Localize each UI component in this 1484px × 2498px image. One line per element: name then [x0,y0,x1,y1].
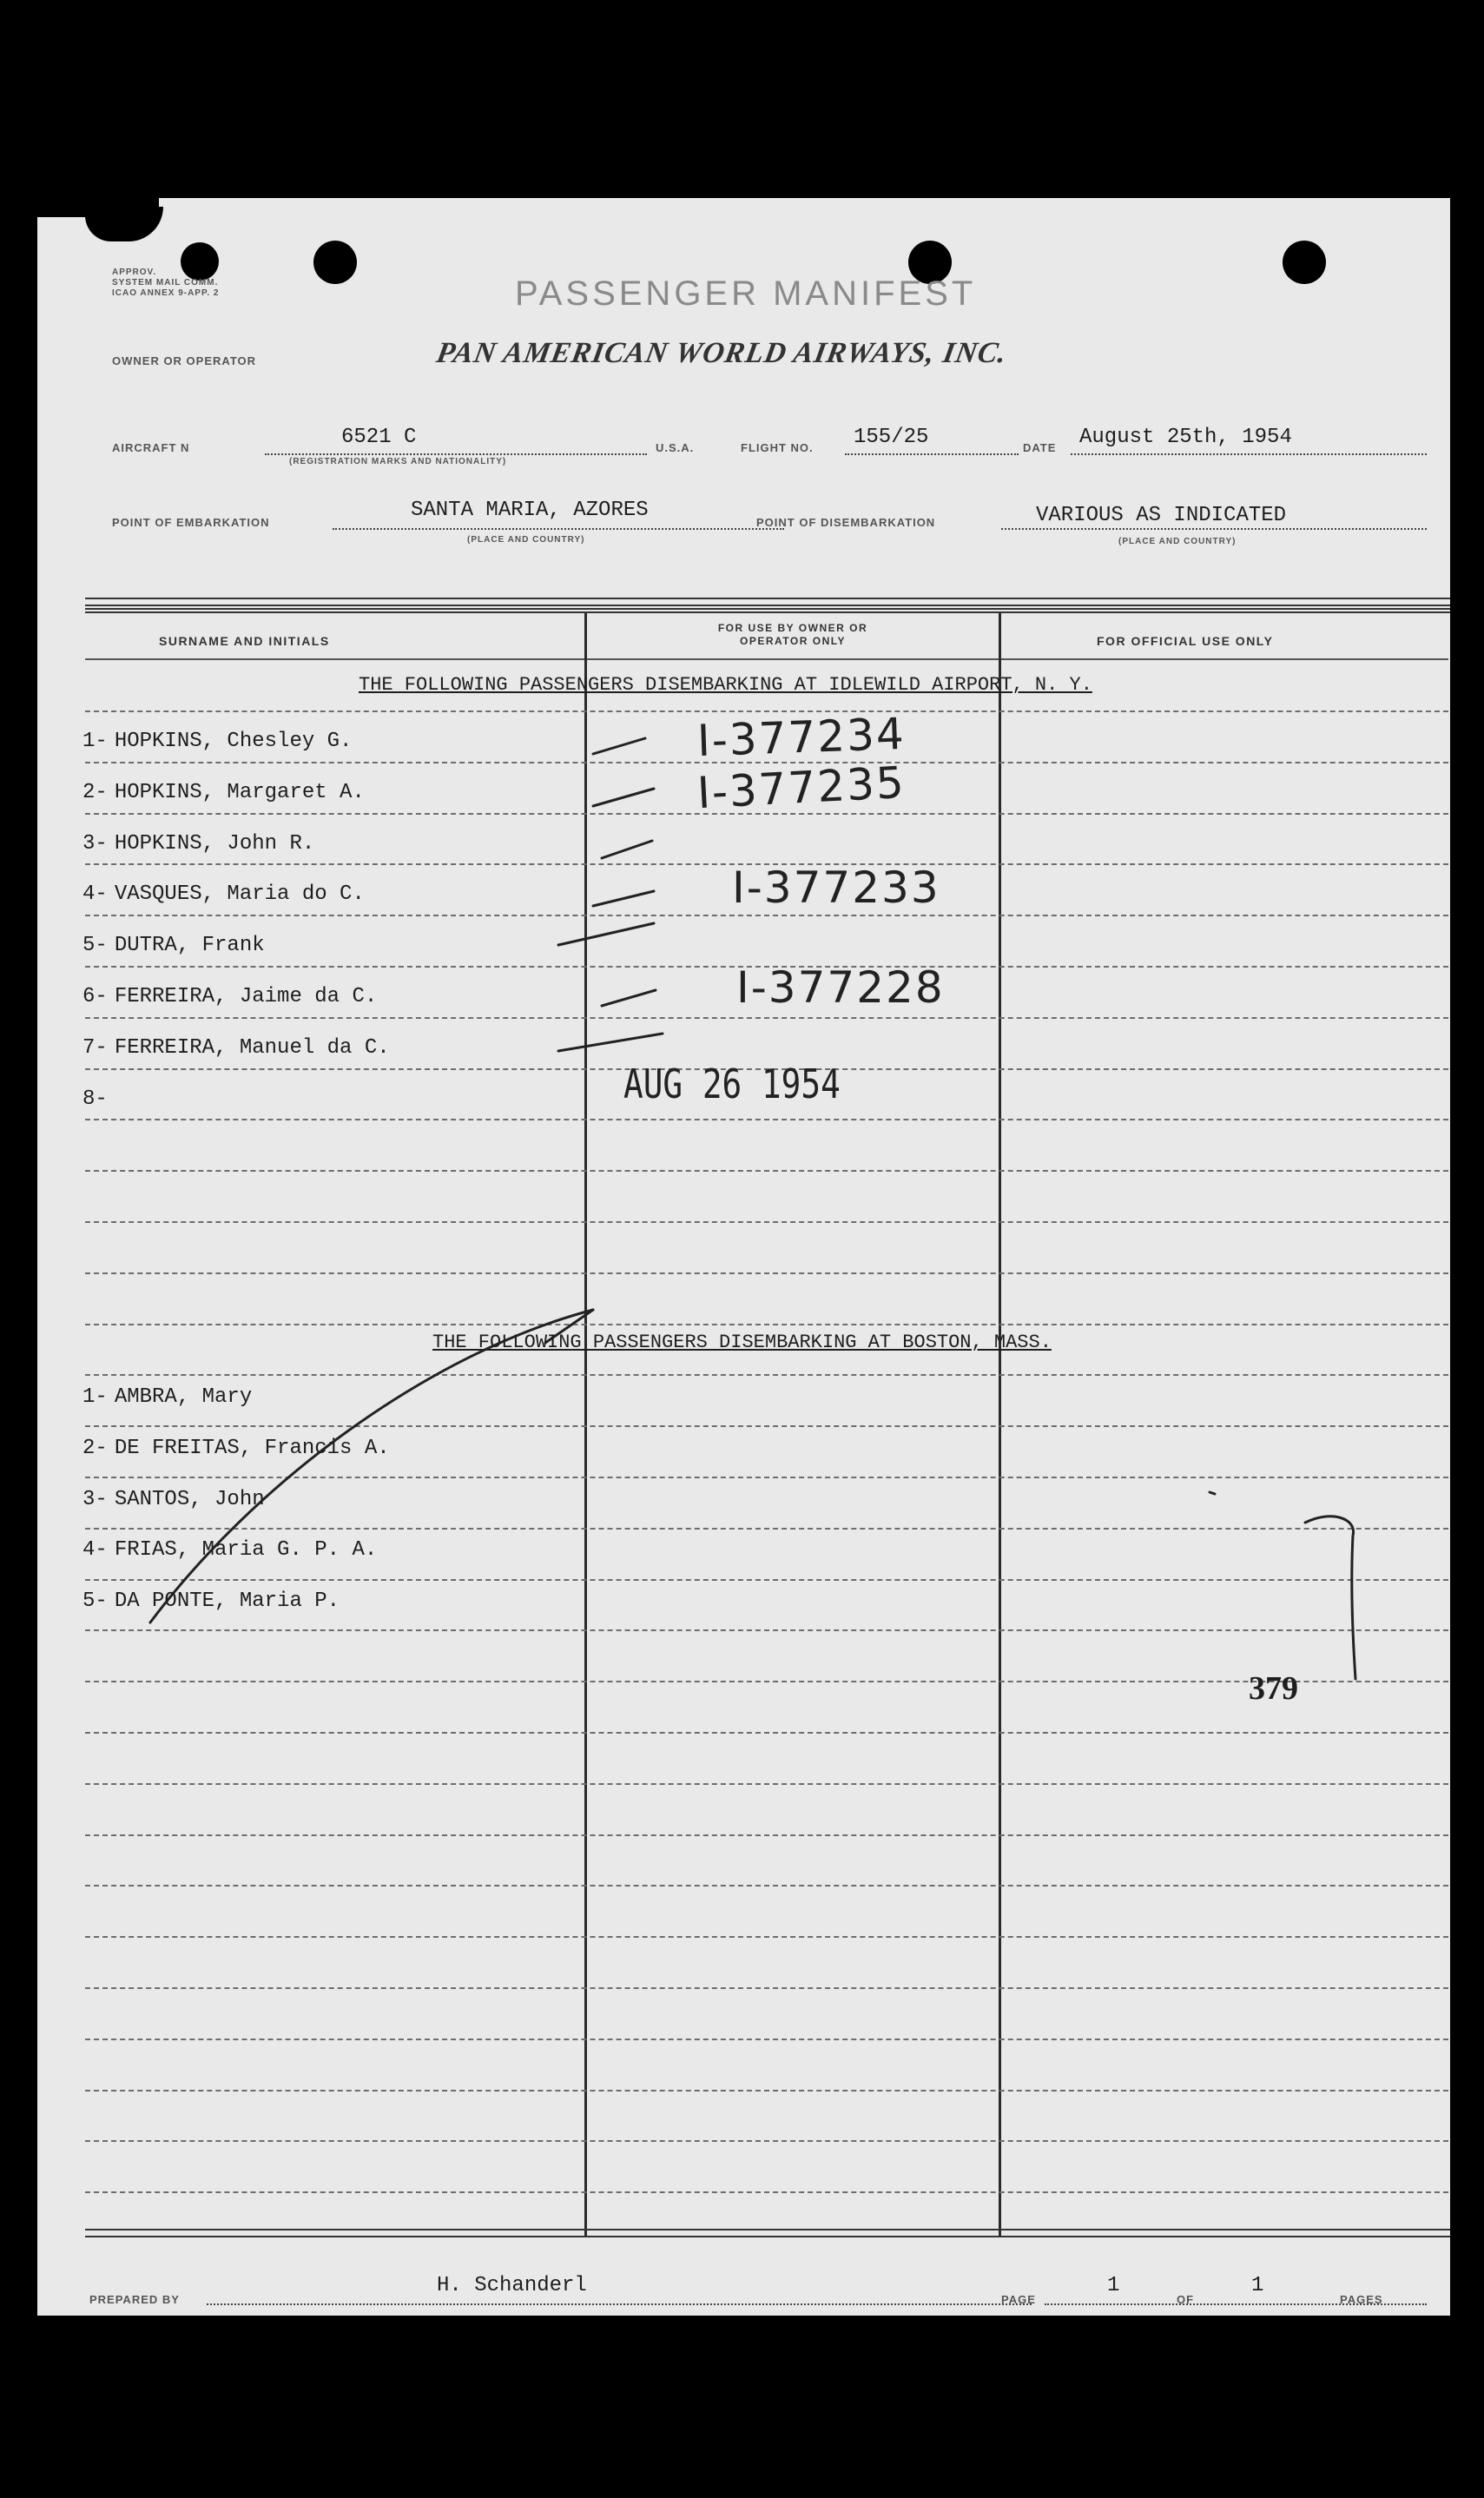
prepared-value: H. Schanderl [437,2274,587,2297]
passenger-name: HOPKINS, Chesley G. [114,730,353,753]
passenger-name: FERREIRA, Manuel da C. [114,1035,390,1060]
embark-sublabel: (PLACE AND COUNTRY) [467,535,585,545]
column-header-owner-use: FOR USE BY OWNER OR OPERATOR ONLY [717,622,868,647]
prepared-underline [207,2303,1032,2305]
passenger-name: HOPKINS, John R. [114,831,315,856]
passenger-number: 7- [82,1035,108,1060]
owner-label: OWNER OR OPERATOR [112,354,257,367]
received-date-stamp: AUG 26 1954 [623,1061,841,1107]
aircraft-value: 6521 C [341,426,417,449]
disembark-label: POINT OF DISEMBARKATION [756,516,936,529]
usa-label: U.S.A. [656,441,695,454]
section-heading-idlewild: THE FOLLOWING PASSENGERS DISEMBARKING AT IDLEWILD AIRPORT, N. Y. [359,674,1092,696]
passenger-name: FRIAS, Maria G. P. A. [114,1538,378,1563]
owner-value: PAN AMERICAN WORLD AIRWAYS, INC. [433,337,1010,369]
handwritten-visa-number: I-377234 [696,708,907,767]
passenger-row [82,1437,390,1460]
passenger-name: DUTRA, Frank [114,934,265,958]
passenger-name: SANTOS, John [114,1487,265,1511]
passenger-number: 5- [82,934,108,958]
passenger-number: 1- [82,730,108,753]
manifest-sheet [37,198,1450,2316]
embark-label: POINT OF EMBARKATION [112,516,270,529]
flight-label: FLIGHT NO. [741,441,814,454]
prepared-label: PREPARED BY [89,2293,180,2306]
passenger-number: 8- [82,1087,108,1111]
aircraft-sublabel: (REGISTRATION MARKS AND NATIONALITY) [289,457,507,466]
handwritten-visa-number: I-377235 [696,757,907,819]
page-label: PAGE [1001,2293,1036,2306]
passenger-name: VASQUES, Maria do C. [114,882,365,907]
passenger-row [82,1385,252,1409]
page-value: 1 [1107,2274,1120,2297]
flight-value: 155/25 [854,426,929,449]
disembark-value: VARIOUS AS INDICATED [1036,504,1287,527]
section-heading-boston: THE FOLLOWING PASSENGERS DISEMBARKING AT BOSTON, MASS. [432,1332,1052,1353]
passenger-row [82,1589,340,1613]
pages-label: PAGES [1340,2293,1383,2306]
disembark-sublabel: (PLACE AND COUNTRY) [1118,537,1237,546]
passenger-row [82,1488,265,1511]
handwritten-visa-number: I-377228 [736,962,945,1013]
of-value: 1 [1251,2274,1264,2297]
aircraft-label: AIRCRAFT N [112,441,190,454]
handwritten-marks [37,198,1450,2316]
page-stamp-number: 379 [1249,1670,1298,1707]
passenger-name: DE FREITAS, Francis A. [114,1436,390,1460]
form-title: PASSENGER MANIFEST [515,274,977,313]
table-bottom-rule [85,2229,1450,2237]
approval-line: APPROV. [112,268,157,277]
date-label: DATE [1023,441,1057,454]
passenger-number: 2- [82,780,108,804]
column-header-official-use: FOR OFFICIAL USE ONLY [1097,634,1274,648]
passenger-number: 1- [82,1385,108,1409]
handwritten-visa-number: I-377233 [732,862,940,913]
approval-line: ICAO ANNEX 9-APP. 2 [112,288,220,298]
passenger-number: 3- [82,1487,108,1511]
passenger-number: 4- [82,882,108,907]
passenger-number: 3- [82,831,108,856]
passenger-number: 6- [82,985,108,1008]
embark-value: SANTA MARIA, AZORES [411,499,649,522]
passenger-name: FERREIRA, Jaime da C. [114,985,378,1008]
passenger-number: 2- [82,1436,108,1460]
of-label: OF [1177,2293,1195,2306]
passenger-number: 5- [82,1589,108,1614]
passenger-name: DA PONTE, Maria P. [114,1589,340,1614]
approval-line: SYSTEM MAIL COMM. [112,278,219,287]
passenger-name: HOPKINS, Margaret A. [114,780,365,804]
passenger-row [82,1538,377,1562]
column-header-surname: SURNAME AND INITIALS [159,634,330,648]
date-value: August 25th, 1954 [1079,426,1292,449]
passenger-number: 4- [82,1538,108,1563]
passenger-name: AMBRA, Mary [114,1385,253,1409]
